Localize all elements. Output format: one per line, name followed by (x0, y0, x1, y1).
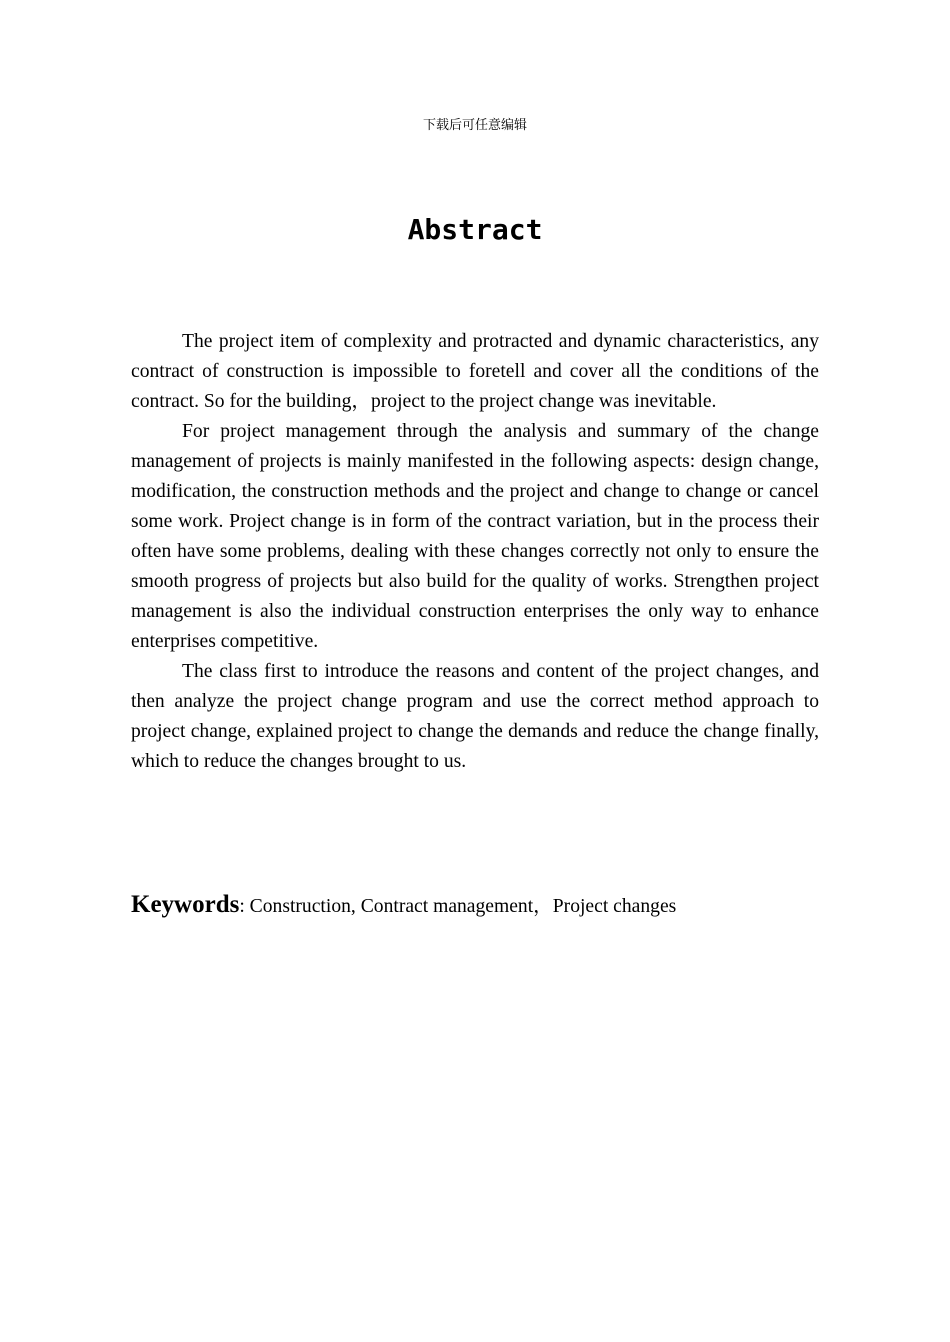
keywords-line (131, 886, 831, 926)
header-note: 下载后可任意编辑 (422, 118, 527, 133)
abstract-paragraph-3: The class first to introduce the reasons and content of the project changes, and then analyze the project change program and use the correct method approach to project change, explained project to change the demands and reduce the change finally, which to reduce the changes brought to us. (131, 661, 819, 772)
keywords-text: Construction, Contract management，Project changes (244, 896, 677, 917)
keywords-separator: : (239, 896, 245, 917)
keywords-label: Keywords (131, 891, 240, 918)
abstract-title: Abstract (407, 213, 543, 246)
abstract-body (131, 327, 819, 777)
abstract-paragraph-1: The project item of complexity and protracted and dynamic characteristics, any contract of construction is impossible to foretell and cover all the conditions of the contract. So for the building，project to the project change was inevitable. (131, 331, 819, 412)
abstract-paragraph-2: For project management through the analysis and summary of the change management of projects is mainly manifested in the following aspects: design change, modification, the construction methods and the project and change to change or cancel some work. Project change is in form of the contract variation, but in the process their often have some problems, dealing with these changes correctly not only to ensure the smooth progress of projects but also build for the quality of works. Strengthen project management is also the individual construction enterprises the only way to enhance enterprises competitive. (131, 421, 819, 652)
